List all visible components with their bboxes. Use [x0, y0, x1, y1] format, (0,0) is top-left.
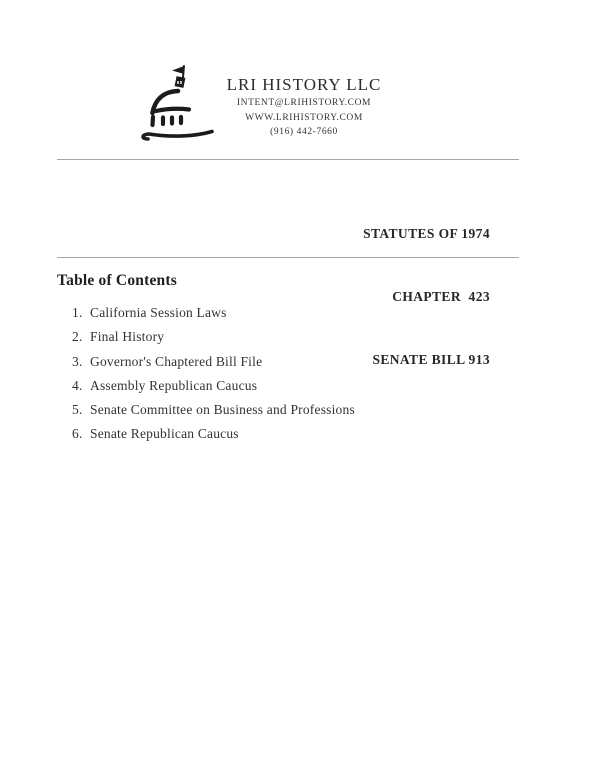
toc-item-label: Senate Republican Caucus [90, 426, 239, 442]
toc-item [72, 426, 355, 450]
letterhead [194, 74, 414, 140]
toc-item-label: Senate Committee on Business and Professions [90, 402, 355, 418]
toc-item [72, 402, 355, 426]
toc-item [72, 354, 355, 378]
toc-item-number: 3. [72, 353, 83, 369]
toc-heading: Table of Contents [57, 272, 177, 289]
toc-item-label: Governor's Chaptered Bill File [90, 353, 263, 369]
toc-item-label: Final History [90, 329, 165, 345]
toc-item-number: 5. [72, 402, 83, 418]
toc-list [72, 305, 355, 451]
statutes-line: STATUTES OF 1974 [363, 226, 490, 241]
toc-item-number: 1. [72, 305, 83, 320]
company-phone: (916) 442-7660 [270, 127, 338, 137]
toc-item [72, 329, 355, 353]
toc-item-label: California Session Laws [90, 305, 227, 320]
toc-item [72, 378, 355, 402]
chapter-line: CHAPTER 423 [392, 289, 490, 304]
toc-item [72, 305, 355, 329]
toc-item-number: 6. [72, 426, 83, 442]
toc-item-number: 2. [72, 329, 83, 345]
senate-bill-line: SENATE BILL 913 [372, 352, 490, 367]
company-email: INTENT@LRIHISTORY.COM [236, 98, 372, 108]
bill-info [363, 181, 490, 412]
divider-top [57, 159, 519, 160]
toc-item-number: 4. [72, 377, 83, 393]
company-name: LRI HISTORY LLC [226, 75, 382, 94]
toc-item-label: Assembly Republican Caucus [90, 377, 258, 393]
divider-bottom [57, 257, 519, 258]
company-website: WWW.LRIHISTORY.COM [245, 112, 363, 123]
